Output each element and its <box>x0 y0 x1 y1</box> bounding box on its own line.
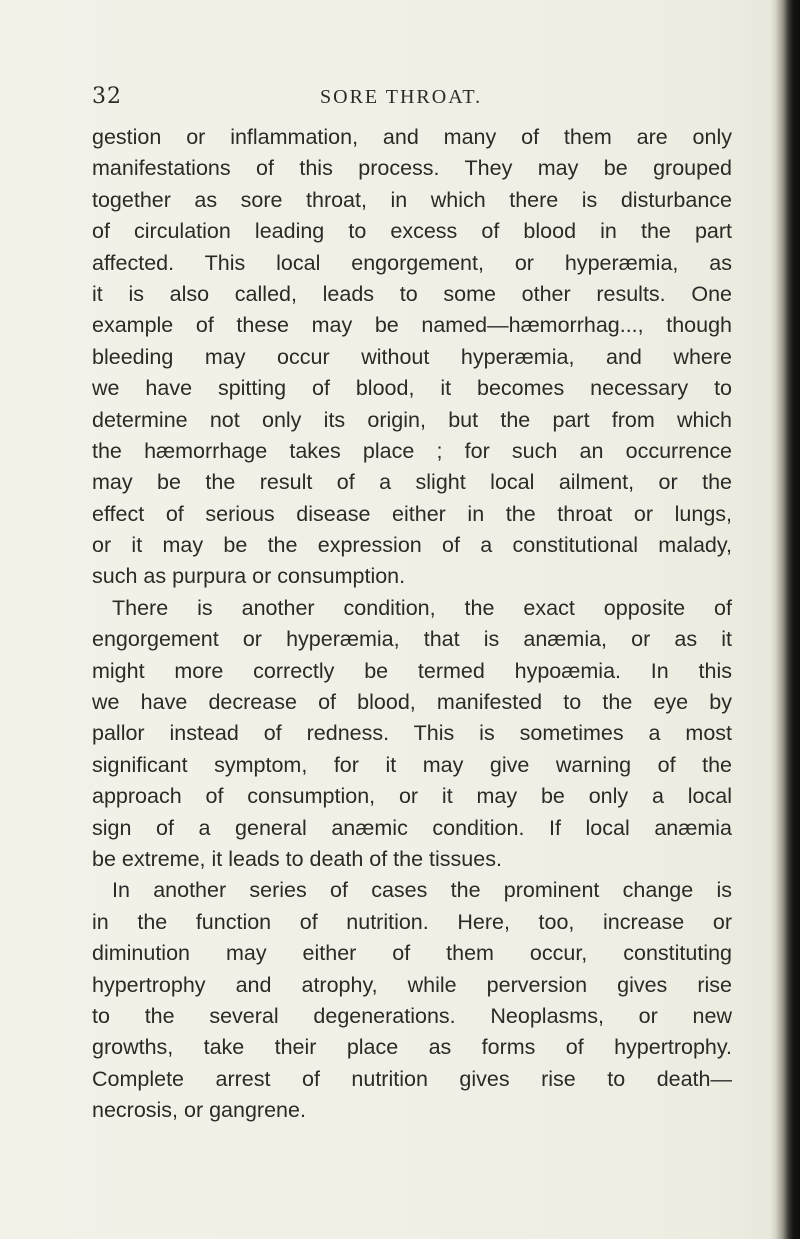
text-line: affected. This local engorgement, or hyperæmia, as <box>92 250 732 275</box>
text-line: Complete arrest of nutrition gives rise to death— <box>92 1066 732 1091</box>
text-line: may be the result of a slight local ailment, or the <box>92 470 732 495</box>
text-line: might more correctly be termed hypoæmia. In this <box>92 658 732 683</box>
text-line: in the function of nutrition. Here, too, increase or <box>92 909 732 934</box>
text-line: manifestations of this process. They may be grouped <box>92 156 732 181</box>
text-line: pallor instead of redness. This is sometimes a most <box>92 721 732 746</box>
text-line: There is another condition, the exact opposite of <box>112 595 732 620</box>
text-line: hypertrophy and atrophy, while perversion gives rise <box>92 972 732 997</box>
text-line: significant symptom, for it may give warning of the <box>92 752 732 777</box>
text-line: sign of a general anæmic condition. If local anæmia <box>92 815 732 840</box>
text-line: such as purpura or consumption. <box>92 564 406 589</box>
text-line: we have spitting of blood, it becomes necessary to <box>92 376 732 401</box>
text-line: example of these may be named—hæmorrhag..., though <box>92 313 732 338</box>
text-line: In another series of cases the prominent change is <box>112 878 732 903</box>
text-line: approach of consumption, or it may be only a local <box>92 784 732 809</box>
body-text <box>92 122 732 1127</box>
text-line: or it may be the expression of a constitutional malady, <box>92 533 732 558</box>
text-line: it is also called, leads to some other results. One <box>92 281 732 306</box>
text-line: gestion or inflammation, and many of them are only <box>92 125 732 149</box>
text-line: together as sore throat, in which there is disturbance <box>92 187 732 212</box>
text-line: the hæmorrhage takes place ; for such an occurrence <box>92 438 732 463</box>
page-header <box>92 82 692 112</box>
text-line: of circulation leading to excess of blood in the part <box>92 219 732 244</box>
text-line: effect of serious disease either in the throat or lungs, <box>92 501 732 526</box>
text-line: determine not only its origin, but the part from which <box>92 407 732 432</box>
text-line: be extreme, it leads to death of the tissues. <box>92 846 502 871</box>
text-line: growths, take their place as forms of hypertrophy. <box>92 1035 732 1060</box>
text-line: bleeding may occur without hyperæmia, and where <box>92 344 732 369</box>
text-line: we have decrease of blood, manifested to the eye by <box>92 690 732 715</box>
text-line: engorgement or hyperæmia, that is anæmia, or as it <box>92 627 732 652</box>
text-line: necrosis, or gangrene. <box>92 1098 306 1123</box>
text-line: to the several degenerations. Neoplasms, or new <box>92 1003 732 1028</box>
book-binding-edge <box>770 0 800 1239</box>
page-number: 32 <box>92 84 122 109</box>
text-line: diminution may either of them occur, constituting <box>92 941 732 966</box>
running-head: SORE THROAT. <box>320 86 483 108</box>
